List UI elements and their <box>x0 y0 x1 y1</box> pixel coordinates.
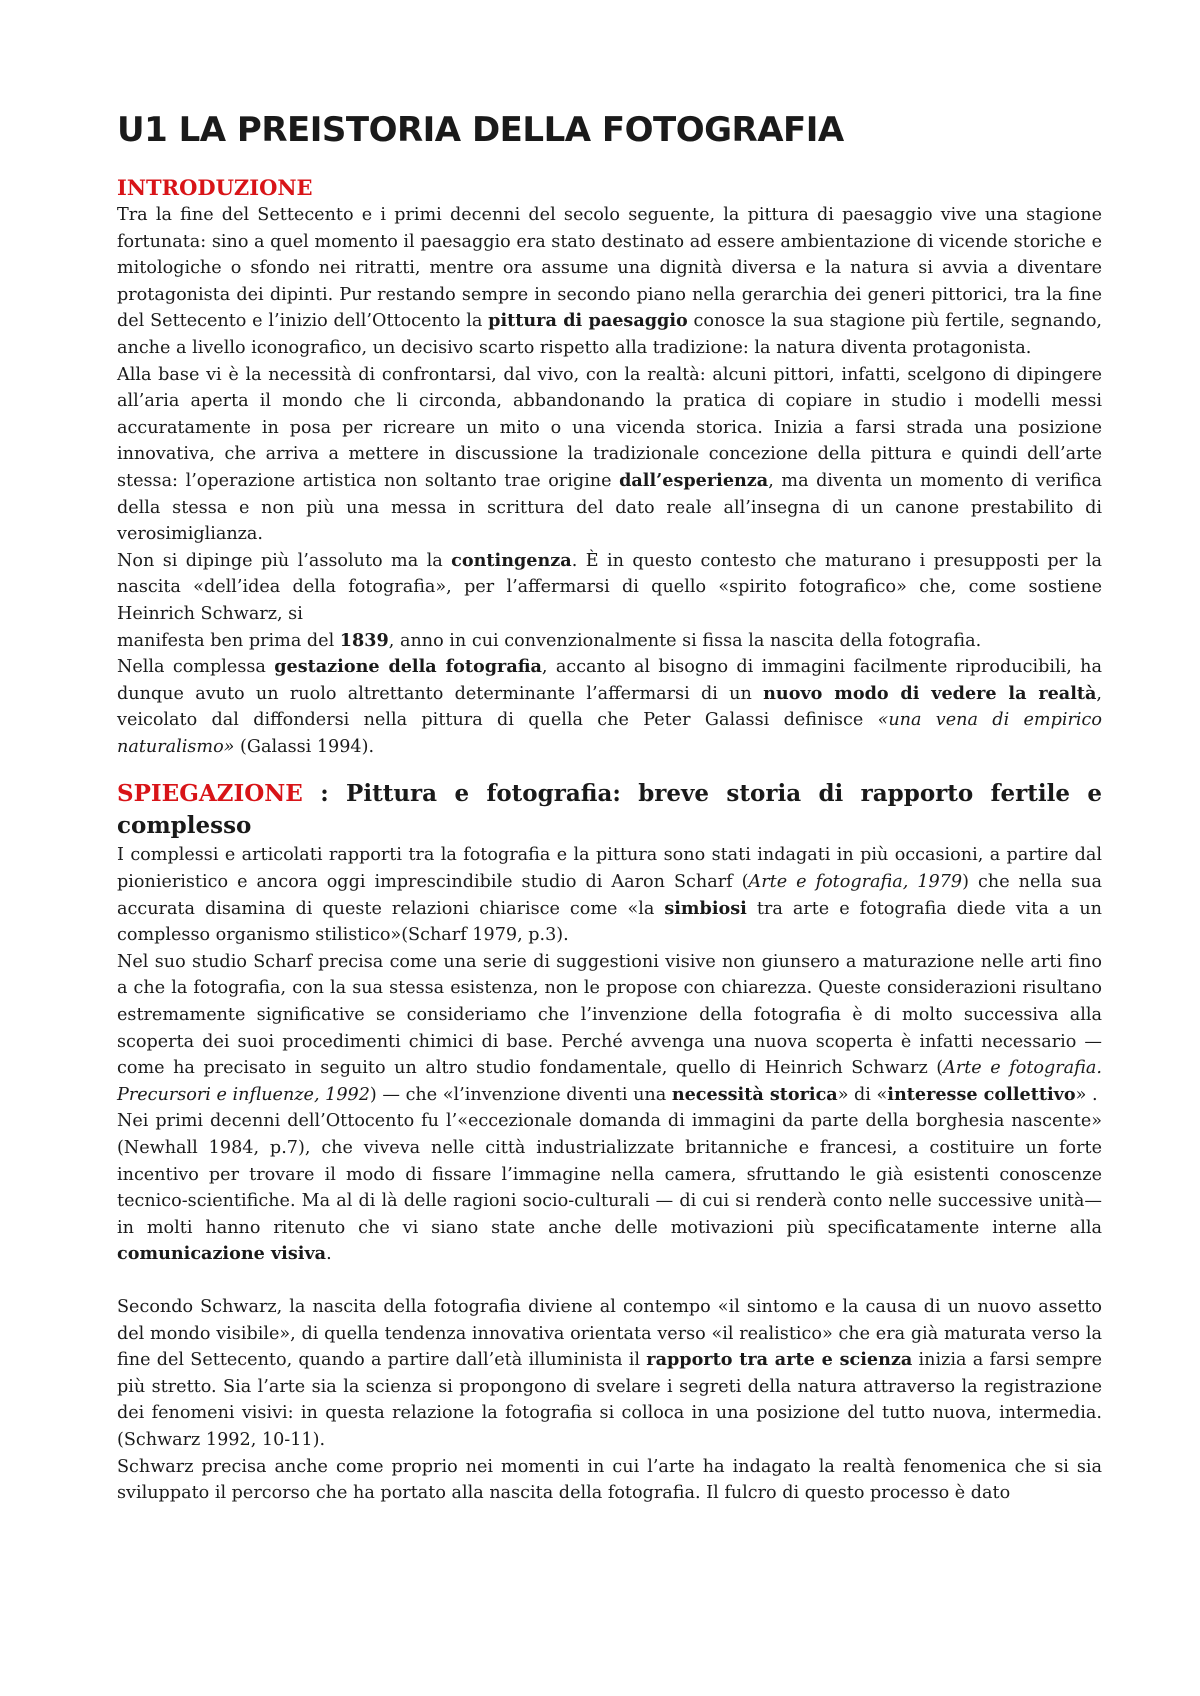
italic-text: Arte e fotografia, 1979 <box>748 872 963 893</box>
intro-paragraph-1 <box>117 202 1102 362</box>
intro-paragraph-5 <box>117 654 1102 760</box>
bold-text: gestazione della fotografia <box>274 656 542 678</box>
text-run: Tra la fine del Settecento e i primi decenni del secolo seguente, la pittura di paesaggio vive una stagione fortunata: sino a quel momento il paesaggio era stato destinato ad essere ambientazione di vicende storiche e mitologiche o sfondo nei ritratti, mentre ora assume una dignità diversa e la natura si avvia a diventare protagonista dei dipinti. Pur restando sempre in secondo piano nella gerarchia dei generi pittorici, tra la fine del Settecento e l’inizio dell’Ottocento la <box>117 205 1102 332</box>
text-run: . <box>326 1244 332 1265</box>
text-run: manifesta ben prima del <box>117 630 340 651</box>
text-run: inizia a farsi sempre più stretto. Sia l’arte sia la scienza si propongono di svelare i segreti della natura attraverso la registrazione dei fenomeni visivi: in questa relazione la fotografia si colloca in una posizione del tutto nuova, intermedia. (Schwarz 1992, 10-11). <box>117 1350 1103 1450</box>
text-run: . È in questo contesto che maturano i presupposti per la nascita «dell’idea della fotografia», per l’affermarsi di quello «spirito fotografico» che, come sostiene Heinrich Schwarz, si <box>117 550 1102 624</box>
spiegazione-paragraph-5 <box>117 1454 1102 1507</box>
text-run: » di « <box>837 1084 888 1105</box>
text-run: , anno in cui convenzionalmente si fissa la nascita della fotografia. <box>388 630 982 651</box>
spiegazione-heading <box>117 778 1102 842</box>
spiegazione-paragraph-4 <box>117 1294 1102 1454</box>
text-run: , ma diventa un momento di verifica della stessa e non più una messa in scrittura del dato reale all’insegna di un canone prestabilito di verosimiglianza. <box>117 470 1102 545</box>
text-run: Schwarz precisa anche come proprio nei momenti in cui l’arte ha indagato la realtà fenomenica che si sia sviluppato il percorso che ha portato alla nascita della fotografia. Il fulcro di questo processo è dato <box>117 1456 1102 1504</box>
bold-text: interesse collettivo <box>887 1083 1076 1105</box>
text-run: I complessi e articolati rapporti tra la fotografia e la pittura sono stati indagati in più occasioni, a partire dal pionieristico e ancora oggi imprescindibile studio di Aaron Scharf ( <box>117 845 1102 893</box>
document-page <box>117 108 1102 1507</box>
spiegazione-paragraph-2 <box>117 949 1102 1109</box>
text-run: , accanto al bisogno di immagini facilmente riproducibili, ha dunque avuto un ruolo altrettanto determinante l’affermarsi di un <box>117 657 1102 704</box>
spiegazione-subtitle: : Pittura e fotografia: breve storia di rapporto fertile e complesso <box>117 780 1102 840</box>
text-run: Secondo Schwarz, la nascita della fotografia diviene al contempo «il sintomo e la causa di un nuovo assetto del mondo visibile», di quella tendenza innovativa orientata verso «il realistico» che era già maturata verso la fine del Settecento, quando a partire dall’età illuminista il <box>117 1296 1102 1371</box>
intro-paragraph-4 <box>117 628 1102 655</box>
bold-text: comunicazione visiva <box>117 1243 327 1265</box>
bold-text: simbiosi <box>664 897 747 919</box>
bold-text: rapporto tra arte e scienza <box>646 1349 913 1371</box>
spiegazione-paragraph-1 <box>117 842 1102 948</box>
spiegazione-paragraph-3 <box>117 1108 1102 1268</box>
bold-text: pittura di paesaggio <box>488 310 688 332</box>
bold-text: necessità storica <box>671 1083 838 1105</box>
italic-text: «una vena di empirico naturalismo» <box>117 710 1102 757</box>
bold-text: 1839 <box>339 629 389 651</box>
bold-text: contingenza <box>451 549 572 571</box>
text-run: Nel suo studio Scharf precisa come una serie di suggestioni visive non giunsero a maturazione nelle arti fino a che la fotografia, con la sua stessa esistenza, non le propose con chiarezza. Queste considerazioni risultano estremamente significative se consideriamo che l’invenzione della fotografia è di molto successiva alla scoperta dei suoi procedimenti chimici di base. Perché avvenga una nuova scoperta è infatti necessario — come ha precisato in seguito un altro studio fondamentale, quello di Heinrich Schwarz ( <box>117 951 1102 1079</box>
text-run: Non si dipinge più l’assoluto ma la <box>117 550 452 571</box>
intro-paragraph-3 <box>117 548 1102 628</box>
text-run: tra arte e fotografia diede vita a un complesso organismo stilistico»(Scharf 1979, p.3). <box>117 898 1102 946</box>
text-run: ) — che «l’invenzione diventi una <box>369 1084 672 1105</box>
page-title: U1 LA PREISTORIA DELLA FOTOGRAFIA <box>117 110 844 150</box>
text-run: Nei primi decenni dell’Ottocento fu l’«eccezionale domanda di immagini da parte della borghesia nascente» (Newhall 1984, p.7), che viveva nelle città industrializzate britanniche e francesi, a costituire un forte incentivo per trovare il modo di fissare l’immagine nella camera, sfruttando le già esistenti conoscenze tecnico-scientifiche. Ma al di là delle ragioni socio-culturali — di cui si renderà conto nelle successive unità— in molti hanno ritenuto che vi siano state anche delle motivazioni più specificatamente interne alla <box>117 1111 1102 1238</box>
intro-heading: INTRODUZIONE <box>117 175 313 200</box>
text-run: , veicolato dal diffondersi nella pittura di quella che Peter Galassi definisce <box>117 683 1102 731</box>
text-run: conosce la sua stagione più fertile, segnando, anche a livello iconografico, un decisivo scarto rispetto alla tradizione: la natura diventa protagonista. <box>117 311 1102 358</box>
text-run: Nella complessa <box>117 657 275 678</box>
text-run: Alla base vi è la necessità di confrontarsi, dal vivo, con la realtà: alcuni pittori, infatti, scelgono di dipingere all’aria aperta il mondo che li circonda, abbandonando la pratica di copiare in studio i modelli messi accuratamente in posa per ricreare un mito o una vicenda storica. Inizia a farsi strada una posizione innovativa, che arriva a mettere in discussione la tradizionale concezione della pittura e quindi dell’arte stessa: l’operazione artistica non soltanto trae origine <box>117 364 1102 491</box>
text-run: » . <box>1075 1084 1098 1105</box>
spiegazione-label: SPIEGAZIONE <box>117 780 303 808</box>
italic-text: Arte e fotografia. Precursori e influenze, 1992 <box>117 1058 1102 1105</box>
intro-paragraph-2 <box>117 362 1102 548</box>
bold-text: dall’esperienza <box>619 469 769 491</box>
bold-text: nuovo modo di vedere la realtà <box>763 682 1097 704</box>
text-run: ) che nella sua accurata disamina di queste relazioni chiarisce come «la <box>117 872 1102 919</box>
text-run: (Galassi 1994). <box>234 736 375 757</box>
